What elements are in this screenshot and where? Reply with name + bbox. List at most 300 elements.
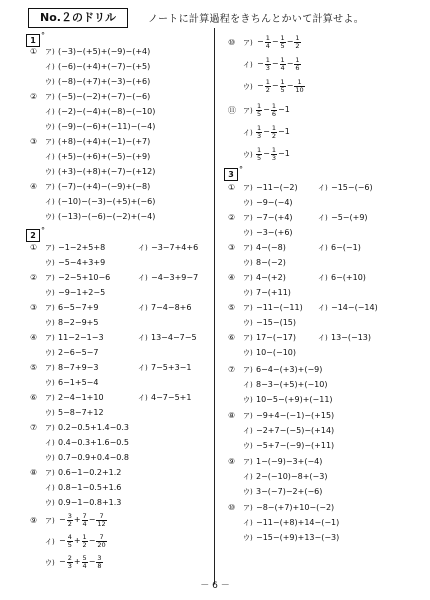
- sub-label: ウ): [45, 319, 55, 327]
- sub-label: ウ): [243, 442, 253, 450]
- denominator: 2: [295, 41, 300, 50]
- problem-row: [45, 104, 155, 119]
- expression: 7−5+3−1: [151, 363, 192, 372]
- sub-label: イ): [318, 184, 328, 192]
- problem-row: [138, 390, 191, 405]
- denominator: 3: [257, 131, 262, 140]
- problem-row: [45, 164, 155, 179]
- problem-row: [30, 390, 104, 405]
- problem-row: [243, 423, 334, 438]
- expression: (−9)−(−6)+(−11)−(−4): [58, 122, 156, 131]
- sub-label: ウ): [243, 488, 253, 496]
- problem-row: [45, 345, 98, 360]
- sub-label: ア): [243, 304, 253, 312]
- sub-label: ア): [45, 244, 55, 252]
- sub-label: ウ): [45, 289, 55, 297]
- operator: −: [286, 37, 294, 46]
- denominator: 4: [82, 519, 87, 528]
- problem-row: [243, 195, 293, 210]
- sub-label: ア): [243, 214, 253, 222]
- problem-number: ⑩: [228, 37, 236, 47]
- problem-row: [30, 89, 150, 104]
- denominator: 5: [280, 85, 285, 94]
- problem-row: [30, 134, 150, 149]
- problem-row: [228, 32, 301, 52]
- expression: 0.6−1−0.2+1.2: [58, 468, 122, 477]
- operator: −: [88, 515, 96, 524]
- problem-row: [45, 74, 150, 89]
- expression: −4−3+9−7: [151, 273, 199, 282]
- problem-number: ②: [30, 273, 38, 282]
- expression: 2−4−1+10: [58, 393, 104, 402]
- problem-row: [318, 180, 373, 195]
- numerator: 3: [97, 553, 102, 562]
- denominator: 3: [271, 153, 276, 162]
- sub-label: イ): [318, 274, 328, 282]
- problem-number: ⑪: [228, 105, 236, 115]
- expression: 2−(−10)−8+(−3): [256, 472, 328, 481]
- sub-label: ア): [243, 184, 253, 192]
- sign: −: [257, 81, 264, 90]
- sub-label: ウ): [243, 150, 253, 159]
- problem-row: [45, 255, 105, 270]
- sub-label: イ): [243, 427, 253, 435]
- drill-title: No.２のドリル: [28, 8, 128, 28]
- expression: −7−(+4): [256, 213, 293, 222]
- sub-label: ア): [45, 364, 55, 372]
- expression: 6−(−1): [331, 243, 361, 252]
- problem-row: [45, 495, 121, 510]
- operator: −: [271, 37, 279, 46]
- sub-label: イ): [45, 108, 55, 116]
- expression: (−10)−(−3)−(+5)+(−6): [58, 197, 156, 206]
- problem-row: [30, 360, 98, 375]
- operator: +: [73, 536, 81, 545]
- page-number: － 6 －: [200, 581, 230, 591]
- expression: 6−1+5−4: [58, 378, 99, 387]
- problem-row: [243, 515, 339, 530]
- problem-row: [243, 377, 327, 392]
- sign: −: [257, 59, 264, 68]
- numerator: 1: [257, 145, 262, 154]
- problem-row: [30, 270, 110, 285]
- problem-row: [138, 360, 191, 375]
- problem-row: [45, 375, 98, 390]
- operator: +: [73, 557, 81, 566]
- denominator: 2: [265, 85, 270, 94]
- numerator: 1: [265, 77, 270, 86]
- denominator: 4: [265, 41, 270, 50]
- problem-number: ⑨: [228, 457, 236, 466]
- expression: −3−7+4+6: [151, 243, 199, 252]
- problem-row: [45, 119, 155, 134]
- sub-label: ウ): [45, 558, 55, 567]
- problem-number: ①: [228, 183, 236, 192]
- denominator: 6: [295, 63, 300, 72]
- expression: −8−(+7)+10−(−2): [256, 503, 335, 512]
- sub-label: イ): [45, 537, 55, 546]
- expression: −5−4+3+9: [58, 258, 106, 267]
- problem-number: ⑧: [30, 468, 38, 477]
- sub-label: イ): [45, 153, 55, 161]
- expression: −2+7−(−5)−(+14): [256, 426, 335, 435]
- problem-row: [45, 552, 103, 572]
- expression: 0.8−1−0.5+1.6: [58, 483, 122, 492]
- expression: (−13)−(−6)−(−2)+(−4): [58, 212, 156, 221]
- problem-number: ⑧: [228, 411, 236, 420]
- problem-number: ①: [30, 47, 38, 56]
- denominator: 3: [67, 561, 72, 570]
- expression: 17−(−17): [256, 333, 297, 342]
- sub-label: ア): [45, 93, 55, 101]
- expression: 5−8−7+12: [58, 408, 104, 417]
- expression: 4−7−5+1: [151, 393, 192, 402]
- problem-row: [228, 210, 293, 225]
- expression: 7−(+11): [256, 288, 291, 297]
- sub-label: ウ): [45, 78, 55, 86]
- sub-label: ア): [243, 38, 253, 47]
- problem-row: [228, 270, 286, 285]
- expression: (−7)−(+4)−(−9)+(−8): [58, 182, 151, 191]
- problem-row: [228, 362, 322, 377]
- problem-row: [30, 240, 105, 255]
- expression: 0.7−0.9+0.4−0.8: [58, 453, 129, 462]
- problem-row: [30, 465, 121, 480]
- expression: (−8)−(+7)+(−3)−(+6): [58, 77, 151, 86]
- denominator: 5: [257, 109, 262, 118]
- expression: 0.2−0.5+1.4−0.3: [58, 423, 129, 432]
- operator: −: [286, 81, 294, 90]
- column-divider: [214, 28, 215, 584]
- sub-label: ア): [45, 304, 55, 312]
- expression: 1−(−9)−3+(−4): [256, 457, 323, 466]
- problem-row: [45, 285, 105, 300]
- expression: 2−6−5−7: [58, 348, 99, 357]
- problem-row: [30, 44, 150, 59]
- instruction-text: ノートに計算過程をきちんとかいて計算せよ。: [148, 14, 364, 25]
- sub-label: ウ): [243, 82, 253, 91]
- problem-row: [318, 300, 378, 315]
- sub-label: ウ): [243, 289, 253, 297]
- expression: 8−(−2): [256, 258, 286, 267]
- problem-number: ⑥: [30, 393, 38, 402]
- problem-row: [228, 100, 291, 120]
- expression: (+3)−(+8)+(−7)−(+12): [58, 167, 156, 176]
- denominator: 12: [97, 519, 106, 528]
- denominator: 5: [67, 540, 72, 549]
- expression: 6−4−(+3)+(−9): [256, 365, 323, 374]
- problem-number: ④: [30, 182, 38, 191]
- expression: 4−(−8): [256, 243, 286, 252]
- problem-number: ④: [30, 333, 38, 342]
- expression: −11−(−11): [256, 303, 303, 312]
- numerator: 1: [280, 33, 285, 42]
- fraction: [96, 555, 102, 570]
- denominator: 4: [280, 63, 285, 72]
- numerator: 7: [96, 534, 106, 542]
- problem-row: [243, 315, 296, 330]
- denominator: 8: [97, 561, 102, 570]
- denominator: 6: [271, 109, 276, 118]
- operator: −: [88, 557, 96, 566]
- sign: −: [257, 37, 264, 46]
- sub-label: ア): [243, 274, 253, 282]
- expression: −15−(−6): [331, 183, 373, 192]
- sub-label: イ): [243, 60, 253, 69]
- numerator: 5: [82, 553, 87, 562]
- expression: −14−(−14): [331, 303, 378, 312]
- expression: (+5)−(+6)+(−5)−(+9): [58, 152, 151, 161]
- numerator: 1: [271, 101, 276, 110]
- problem-row: [138, 300, 191, 315]
- problem-row: [30, 330, 104, 345]
- fraction: [294, 57, 300, 72]
- expression: −5+7−(−9)−(+11): [256, 441, 335, 450]
- sign: −: [59, 536, 66, 545]
- problem-number: ①: [30, 243, 38, 252]
- numerator: 2: [67, 553, 72, 562]
- sub-label: ウ): [45, 123, 55, 131]
- fraction: [294, 35, 300, 50]
- expression: 8−2−9+5: [58, 318, 99, 327]
- problem-number: ②: [30, 92, 38, 101]
- problem-row: [45, 405, 104, 420]
- problem-row: [243, 484, 322, 499]
- sub-label: イ): [45, 198, 55, 206]
- problem-row: [45, 480, 121, 495]
- expression: −15−(+9)+13−(−3): [256, 533, 340, 542]
- expression: 6−5−7+9: [58, 303, 99, 312]
- problem-row: [138, 240, 198, 255]
- problem-row: [138, 330, 197, 345]
- problem-row: [228, 180, 298, 195]
- constant-term: −1: [277, 127, 290, 136]
- sub-label: ア): [243, 244, 253, 252]
- problem-row: [45, 531, 107, 551]
- expression: −3−(+6): [256, 228, 293, 237]
- sub-label: ウ): [45, 168, 55, 176]
- sub-label: ウ): [243, 229, 253, 237]
- expression: −11−(−2): [256, 183, 298, 192]
- problem-number: ⑤: [30, 363, 38, 372]
- sub-label: イ): [138, 244, 148, 252]
- problem-row: [243, 438, 334, 453]
- denominator: 10: [295, 85, 304, 94]
- sub-label: ウ): [243, 319, 253, 327]
- problem-number: ②: [228, 213, 236, 222]
- expression: (−6)−(+4)+(−7)−(+5): [58, 62, 151, 71]
- problem-row: [228, 454, 322, 469]
- fraction: [96, 513, 106, 528]
- problem-row: [243, 285, 291, 300]
- constant-term: −1: [277, 105, 290, 114]
- sub-label: イ): [318, 244, 328, 252]
- problem-row: [30, 420, 129, 435]
- numerator: 1: [271, 145, 276, 154]
- sub-label: ア): [45, 183, 55, 191]
- sub-label: ア): [45, 424, 55, 432]
- expression: (−5)−(−2)+(−7)−(−6): [58, 92, 151, 101]
- numerator: 1: [280, 55, 285, 64]
- expression: 7−4−8+6: [151, 303, 192, 312]
- sub-label: イ): [318, 214, 328, 222]
- numerator: 1: [257, 101, 262, 110]
- expression: 0.4−0.3+1.6−0.5: [58, 438, 129, 447]
- denominator: 4: [82, 561, 87, 570]
- problem-row: [45, 435, 129, 450]
- problem-number: ③: [228, 243, 236, 252]
- sub-label: イ): [138, 274, 148, 282]
- expression: −5−(+9): [331, 213, 368, 222]
- sub-label: イ): [318, 304, 328, 312]
- numerator: 1: [271, 123, 276, 132]
- sub-label: ウ): [45, 409, 55, 417]
- sub-label: ア): [243, 458, 253, 466]
- numerator: 1: [280, 77, 285, 86]
- problem-number: ③: [30, 303, 38, 312]
- sub-label: ア): [45, 48, 55, 56]
- denominator: 3: [265, 63, 270, 72]
- expression: −9−1+2−5: [58, 288, 106, 297]
- problem-row: [30, 510, 107, 530]
- sub-label: イ): [138, 304, 148, 312]
- sub-label: イ): [138, 394, 148, 402]
- section-3-marker: 3 °: [224, 168, 238, 181]
- sub-label: ア): [45, 334, 55, 342]
- problem-row: [228, 240, 286, 255]
- operator: +: [73, 515, 81, 524]
- sub-label: ア): [243, 366, 253, 374]
- sub-label: ウ): [45, 349, 55, 357]
- operator: −: [271, 59, 279, 68]
- denominator: 5: [257, 153, 262, 162]
- sub-label: ウ): [45, 213, 55, 221]
- sub-label: ウ): [243, 349, 253, 357]
- expression: 11−2−1−3: [58, 333, 104, 342]
- problem-row: [318, 330, 371, 345]
- expression: −15−(15): [256, 318, 297, 327]
- numerator: 1: [82, 532, 87, 541]
- sub-label: ア): [243, 334, 253, 342]
- problem-row: [228, 300, 303, 315]
- expression: 13−(−13): [331, 333, 372, 342]
- problem-row: [243, 144, 291, 164]
- expression: 6−(+10): [331, 273, 366, 282]
- numerator: 4: [67, 532, 72, 541]
- expression: −9+4−(−1)−(+15): [256, 411, 335, 420]
- sign: −: [59, 557, 66, 566]
- problem-number: ④: [228, 273, 236, 282]
- problem-number: ⑤: [228, 303, 236, 312]
- numerator: 1: [295, 55, 300, 64]
- sub-label: ウ): [243, 199, 253, 207]
- sub-label: イ): [45, 63, 55, 71]
- operator: −: [88, 536, 96, 545]
- expression: 8−3−(+5)+(−10): [256, 380, 328, 389]
- sub-label: ウ): [45, 259, 55, 267]
- expression: 0.9−1−0.8+1.3: [58, 498, 122, 507]
- expression: (−2)−(−4)+(−8)−(−10): [58, 107, 156, 116]
- sub-label: ア): [243, 504, 253, 512]
- problem-number: ⑥: [228, 333, 236, 342]
- constant-term: −1: [277, 149, 290, 158]
- problem-number: ③: [30, 137, 38, 146]
- problem-row: [318, 270, 366, 285]
- operator: −: [263, 149, 270, 158]
- problem-row: [30, 300, 98, 315]
- problem-row: [45, 194, 155, 209]
- problem-row: [45, 209, 155, 224]
- problem-row: [243, 225, 293, 240]
- denominator: 20: [97, 540, 106, 549]
- numerator: 1: [294, 79, 304, 87]
- sign: −: [59, 515, 66, 524]
- problem-number: ⑦: [30, 423, 38, 432]
- sub-label: ア): [243, 412, 253, 420]
- denominator: 2: [82, 540, 87, 549]
- problem-row: [243, 392, 333, 407]
- problem-row: [45, 315, 98, 330]
- expression: 8−7+9−3: [58, 363, 99, 372]
- problem-row: [228, 330, 296, 345]
- numerator: 3: [67, 511, 72, 520]
- sub-label: イ): [243, 519, 253, 527]
- problem-row: [243, 76, 305, 96]
- numerator: 1: [265, 33, 270, 42]
- problem-row: [243, 54, 301, 74]
- problem-row: [45, 59, 150, 74]
- expression: (+8)−(+4)+(−1)−(+7): [58, 137, 151, 146]
- expression: (−3)−(+5)+(−9)−(+4): [58, 47, 151, 56]
- denominator: 2: [271, 131, 276, 140]
- denominator: 2: [67, 519, 72, 528]
- operator: −: [263, 127, 270, 136]
- sub-label: ウ): [243, 259, 253, 267]
- sub-label: ア): [45, 394, 55, 402]
- sub-label: イ): [243, 381, 253, 389]
- expression: −1−2+5+8: [58, 243, 106, 252]
- problem-row: [318, 210, 368, 225]
- operator: −: [271, 81, 279, 90]
- sub-label: イ): [243, 473, 253, 481]
- sub-label: ウ): [45, 454, 55, 462]
- problem-number: ⑩: [228, 503, 236, 512]
- sub-label: ア): [45, 516, 55, 525]
- problem-row: [45, 149, 150, 164]
- sub-label: イ): [243, 128, 253, 137]
- sub-label: ウ): [243, 396, 253, 404]
- problem-row: [243, 469, 327, 484]
- sub-label: ウ): [243, 534, 253, 542]
- numerator: 1: [257, 123, 262, 132]
- sub-label: ア): [45, 138, 55, 146]
- operator: −: [263, 105, 270, 114]
- expression: −9−(−4): [256, 198, 293, 207]
- expression: −2−5+10−6: [58, 273, 111, 282]
- problem-row: [318, 240, 361, 255]
- problem-number: ⑨: [30, 515, 38, 525]
- problem-row: [228, 500, 334, 515]
- problem-number: ⑦: [228, 365, 236, 374]
- expression: 4−(+2): [256, 273, 286, 282]
- sub-label: ア): [45, 274, 55, 282]
- expression: 10−5−(+9)+(−11): [256, 395, 333, 404]
- numerator: 7: [82, 511, 87, 520]
- sub-label: イ): [138, 334, 148, 342]
- problem-row: [243, 255, 286, 270]
- expression: −11−(+8)+14−(−1): [256, 518, 340, 527]
- sub-label: イ): [138, 364, 148, 372]
